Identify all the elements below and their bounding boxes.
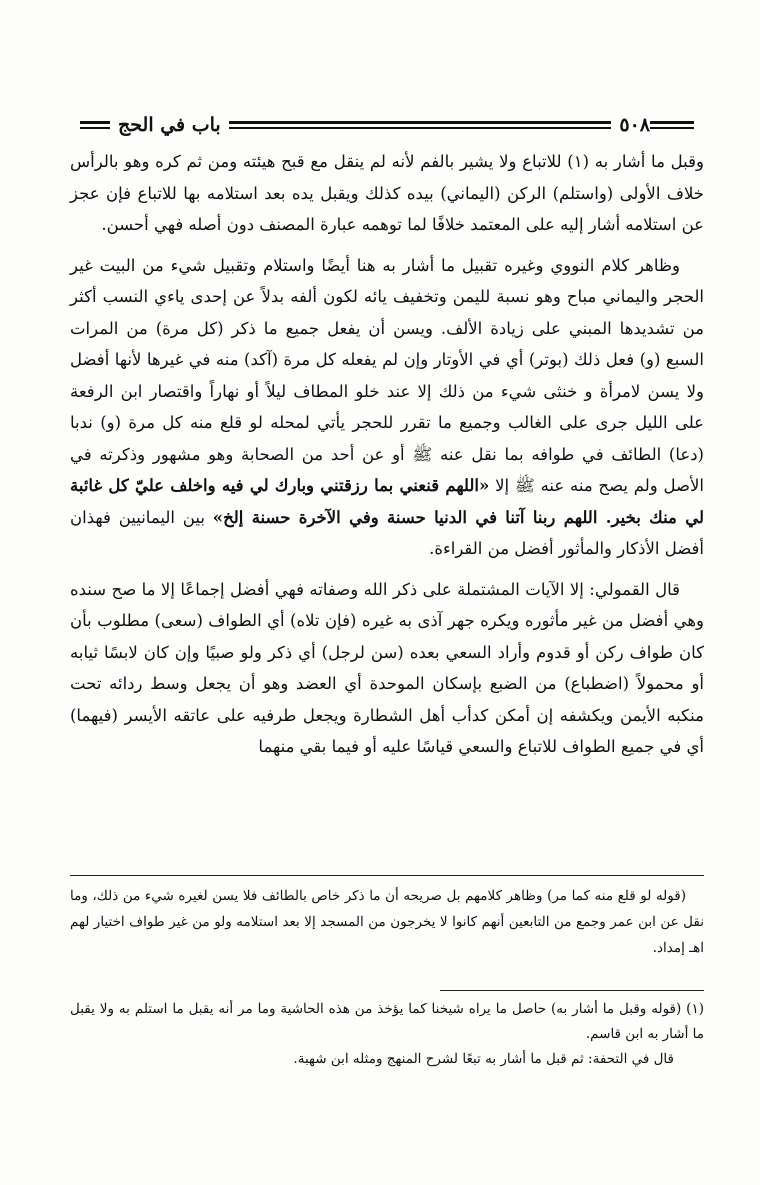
footnote-1: (١) (قوله وقبل ما أشار به) حاصل ما يراه شيخنا كما يؤخذ من هذه الحاشية وما مر أنه يقبل ما استلم به ولا يقبل ما أشار به ابن قاسم.: [70, 1001, 704, 1042]
header-rule-middle: [229, 121, 612, 129]
gloss-text: (قوله لو قلع منه كما مر) وظاهر كلامهم بل صريحه أن ما ذكر خاص بالطائف فلا يسن لغيره شيء من ذلك، وما نقل عن ابن عمر وجمع من التابعين أنهم كانوا لا يخرجون من المسجد إلا بعد استلامه ولو من غير طواف اختيار لهم اهـ إمداد.: [70, 888, 704, 956]
header-rule-left: [80, 121, 110, 129]
paragraph-2-text-b: بين اليمانيين فهذان أفضل الأذكار والمأثور أفضل من القراءة.: [70, 507, 704, 558]
paragraph-3: قال القمولي: إلا الآيات المشتملة على ذكر الله وصفاته فهي أفضل إجماعًا إلا ما صح سنده وهي أفضل من غير مأثوره ويكره جهر آذى به غيره (فإن تلاه) أي الطواف (سعى) مطلوب بأن كان طواف ركن أو قدوم وأراد السعي بعده (سن لرجل) أي ذكر ولو صبيًا وإن كان لابسًا ثيابه أو محمولاً (اضطباع) من الضبع بإسكان الموحدة أي العضد وهو أن يجعل وسط ردائه تحت منكبه الأيمن ويكشفه إن أمكن كدأب أهل الشطارة ويجعل طرفيه على عاتقه الأيسر (فيهما) أي في جميع الطواف للاتباع والسعي قياسًا عليه أو فيما بقي منهما: [70, 579, 704, 756]
chapter-title: باب في الحج: [118, 114, 221, 136]
footnotes: [70, 997, 704, 1072]
paragraph-1: وقبل ما أشار به (١) للاتباع ولا يشير بالفم لأنه لم ينقل مع قبح هيئته ومن ثم كره وهو بالرأس خلاف الأولى (واستلم) الركن (اليماني) بيده كذلك ويقبل يده بعد استلامه بها للاتباع فإن عجز عن استلامه أشار إليه على المعتمد خلافًا لما توهمه عبارة المصنف دون أصله فهي أحسن.: [70, 152, 704, 234]
gloss-section: [70, 883, 704, 961]
header-rule-right: [650, 121, 694, 129]
footnote-divider: [440, 990, 704, 991]
paragraph-2-text-a: وظاهر كلام النووي وغيره تقبيل ما أشار به هنا أيضًا واستلام وتقبيل شيء من البيت غير الحجر واليماني مباح وهو نسبة لليمن وتخفيف يائه لكون ألفه بدلاً عن إحدى ياءي النسب أكثر من تشديدها المبني على زيادة الألف. ويسن أن يفعل جميع ما ذكر (كل مرة) من المرات السبع (و) فعل ذلك (بوتر) أي في الأوتار وإن لم يفعله كل مرة (آكد) منه في غيرها لأنها أفضل ولا يسن لامرأة و خنثى شيء من ذلك إلا عند خلو المطاف ليلاً أو نهاراً واقتصار ابن الرفعة على الليل جرى على الغالب وجميع ما تقرر للحجر يأتي لمحله لو قلع منه كل مرة (و) ندبا (دعا) الطائف في طوافه بما نقل عنه ﷺ أو عن أحد من الصحابة وهو مشهور وذكرته في الأصل ولم يصح منه عنه ﷺ إلا: [70, 255, 705, 495]
gloss-divider: [70, 875, 704, 876]
main-text: [70, 146, 704, 772]
supplication-bold: «اللهم قنعني بما رزقتني وبارك لي فيه واخلف عليّ كل غائبة لي منك بخير. اللهم ربنا آتنا في الدنيا حسنة وفي الآخرة حسنة إلخ»: [70, 476, 705, 527]
page-number: ٥٠٨: [619, 114, 650, 136]
page-header: [72, 110, 702, 140]
footnote-1-continued: قال في التحفة: ثم قبل ما أشار به تبعًا لشرح المنهج ومثله ابن شهبة.: [293, 1051, 674, 1067]
paragraph-2: [70, 250, 704, 565]
